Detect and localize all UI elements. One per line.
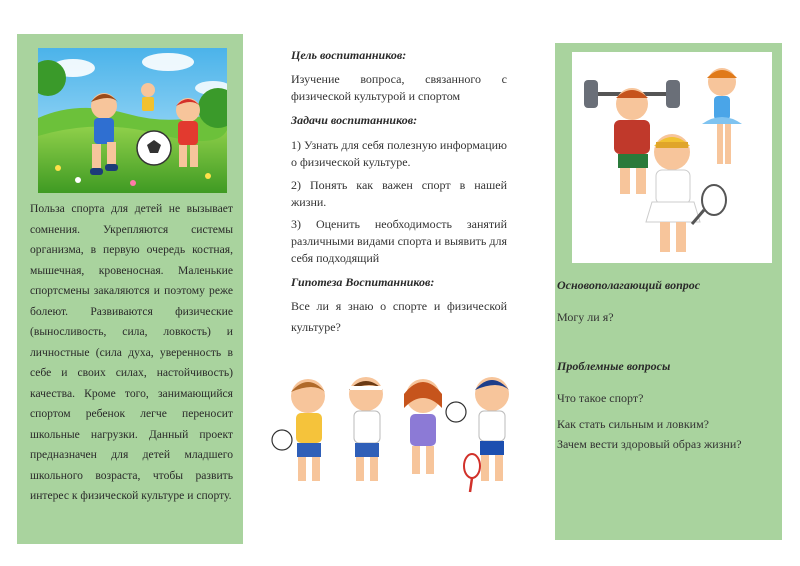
tasks-heading: Задачи воспитанников: <box>291 113 418 127</box>
problem-question-3: Зачем вести здоровый образ жизни? <box>557 437 742 451</box>
weightlifting-and-tennis-kids-illustration <box>572 52 772 263</box>
left-column-body-text: Польза спорта для детей не вызывает сомнения. Укрепляются системы организма, в первую очередь костная, мышечная, кровеносная. Маленькие спортсмены закаляются и поэтому реже болеют. Развиваются физические (выносливость, сила, ловкость) и личностные (сила духа, уверенность в себе и своих силах, настойчивость) качества. Кроме того, занимающийся спортом ребенок легче переносит школьные нагрузки. Данный проект предназначен для детей младшего школьного возраста, чтобы развить интерес к физической культуре и спорту. <box>30 202 233 502</box>
goal-text: Изучение вопроса, связанного с физической культурой и спортом <box>291 72 507 103</box>
task-item-2: 2) Понять как важен спорт в нашей жизни. <box>291 178 507 209</box>
hypothesis-heading: Гипотеза Воспитанников: <box>291 275 435 289</box>
task-item-3: 3) Оценить необходимость занятий различными видами спорта и выявить для себя подходящий <box>291 217 507 265</box>
hypothesis-text: Все ли я знаю о спорте и физической культуре? <box>291 299 507 334</box>
fundamental-question-text: Могу ли я? <box>557 310 614 324</box>
problem-question-2: Как стать сильным и ловким? <box>557 417 709 431</box>
task-item-1: 1) Узнать для себя полезную информацию о физической культуре. <box>291 138 508 169</box>
goal-heading: Цель воспитанников: <box>291 48 407 62</box>
soccer-kids-illustration <box>38 48 227 193</box>
problem-question-1: Что такое спорт? <box>557 391 644 405</box>
fundamental-question-heading: Основополагающий вопрос <box>557 278 701 292</box>
kids-with-sports-equipment-illustration <box>268 368 526 496</box>
problem-questions-heading: Проблемные вопросы <box>557 359 671 373</box>
